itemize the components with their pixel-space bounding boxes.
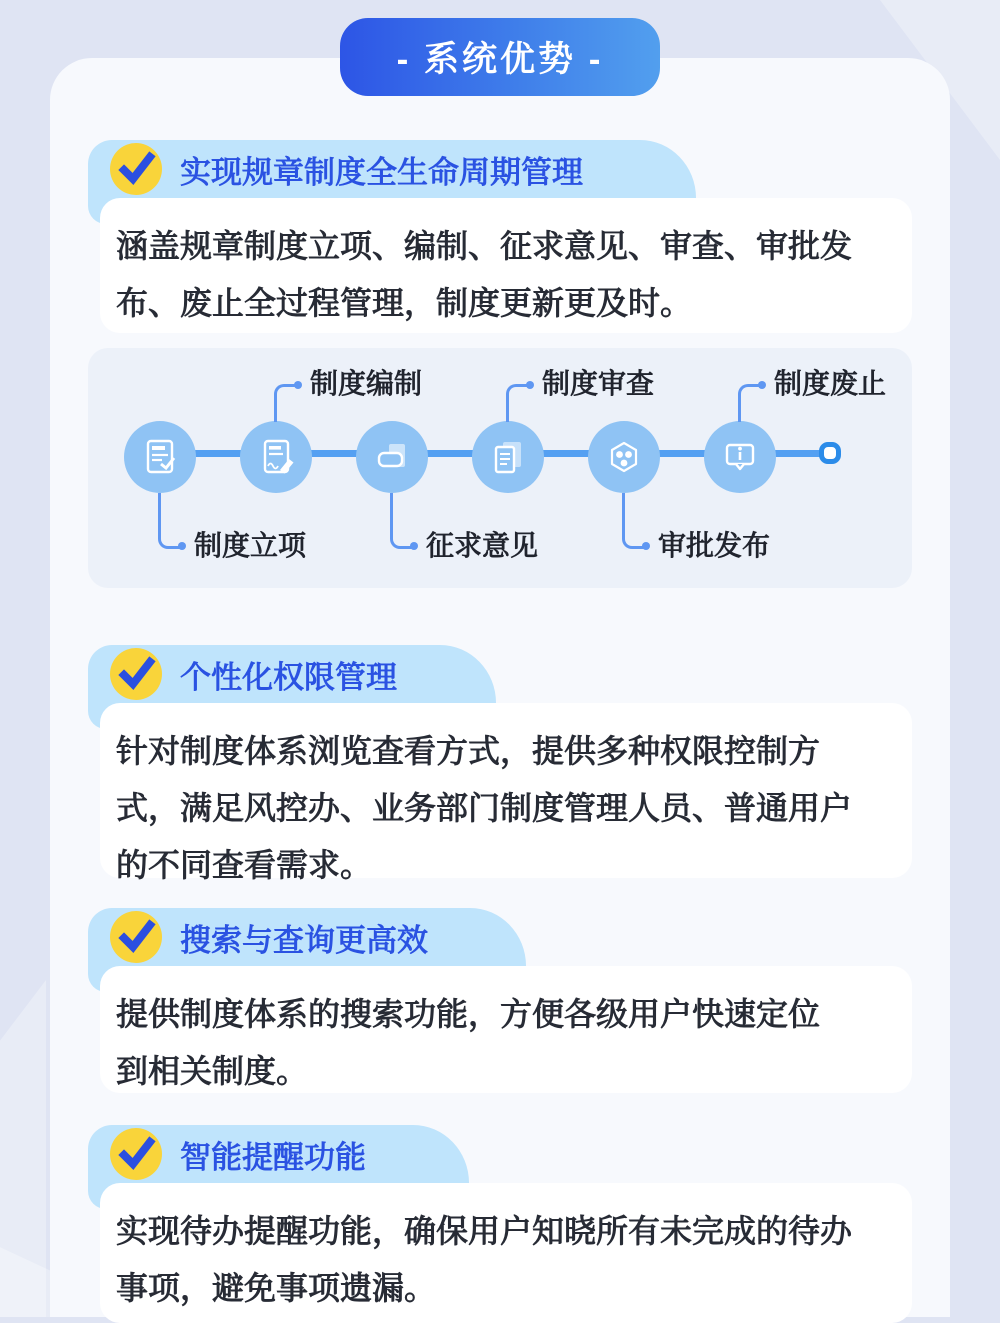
flow-end-cap <box>819 442 841 464</box>
layered-cards-icon <box>371 436 413 478</box>
checkmark-icon <box>110 648 162 700</box>
body-line: 的不同查看需求。 <box>116 847 373 883</box>
title-badge-label: - 系统优势 - <box>396 40 604 79</box>
section-heading: 智能提醒功能 <box>180 1139 366 1175</box>
connector-line <box>738 384 760 422</box>
step-circle <box>356 421 428 493</box>
section-header-search <box>88 908 470 966</box>
section-heading: 搜索与查询更高效 <box>180 922 428 958</box>
checkmark-icon <box>110 1128 162 1180</box>
hexagon-dots-icon <box>603 436 645 478</box>
step-circle <box>240 421 312 493</box>
section-body-reminder <box>100 1183 912 1323</box>
connector-dot <box>410 542 418 550</box>
step-label: 征求意见 <box>426 530 539 561</box>
title-badge <box>340 18 660 96</box>
connector-dot <box>642 542 650 550</box>
section-body-permissions <box>100 703 912 883</box>
body-line: 式，满足风控办、业务部门制度管理人员、普通用户 <box>116 790 853 826</box>
step-label: 制度立项 <box>194 530 307 561</box>
document-check-icon <box>139 436 181 478</box>
body-line: 实现待办提醒功能，确保用户知晓所有未完成的待办 <box>116 1213 853 1249</box>
connector-line <box>390 493 412 549</box>
connector-dot <box>294 381 302 389</box>
step-circle <box>472 421 544 493</box>
section-heading: 实现规章制度全生命周期管理 <box>180 154 583 190</box>
body-line: 涵盖规章制度立项、编制、征求意见、审查、审批发 <box>116 228 853 264</box>
section-body-lifecycle <box>100 198 912 333</box>
flow-diagram-panel <box>88 348 912 588</box>
step-circle <box>124 421 196 493</box>
connector-line <box>622 493 644 549</box>
body-line: 针对制度体系浏览查看方式，提供多种权限控制方 <box>116 733 821 769</box>
connector-dot <box>178 542 186 550</box>
body-line: 事项，避免事项遗漏。 <box>116 1270 437 1306</box>
step-label: 制度编制 <box>310 368 423 399</box>
connector-dot <box>526 381 534 389</box>
connector-line <box>158 493 180 549</box>
checkmark-icon <box>110 911 162 963</box>
step-label: 审批发布 <box>658 530 771 561</box>
checkmark-icon <box>110 143 162 195</box>
section-heading: 个性化权限管理 <box>180 659 397 695</box>
step-label: 制度审查 <box>542 368 655 399</box>
stacked-documents-icon <box>487 436 529 478</box>
info-bubble-icon <box>719 436 761 478</box>
step-circle <box>588 421 660 493</box>
body-line: 布、废止全过程管理，制度更新更及时。 <box>116 285 693 321</box>
section-header-lifecycle <box>88 140 640 198</box>
body-line: 提供制度体系的搜索功能，方便各级用户快速定位 <box>116 996 821 1032</box>
section-header-permissions <box>88 645 440 703</box>
step-label: 制度废止 <box>774 368 887 399</box>
connector-line <box>274 384 296 422</box>
body-line: 到相关制度。 <box>116 1053 309 1089</box>
step-circle <box>704 421 776 493</box>
connector-line <box>506 384 528 422</box>
document-pen-icon <box>255 436 297 478</box>
section-header-reminder <box>88 1125 413 1183</box>
connector-dot <box>758 381 766 389</box>
section-body-search <box>100 966 912 1093</box>
